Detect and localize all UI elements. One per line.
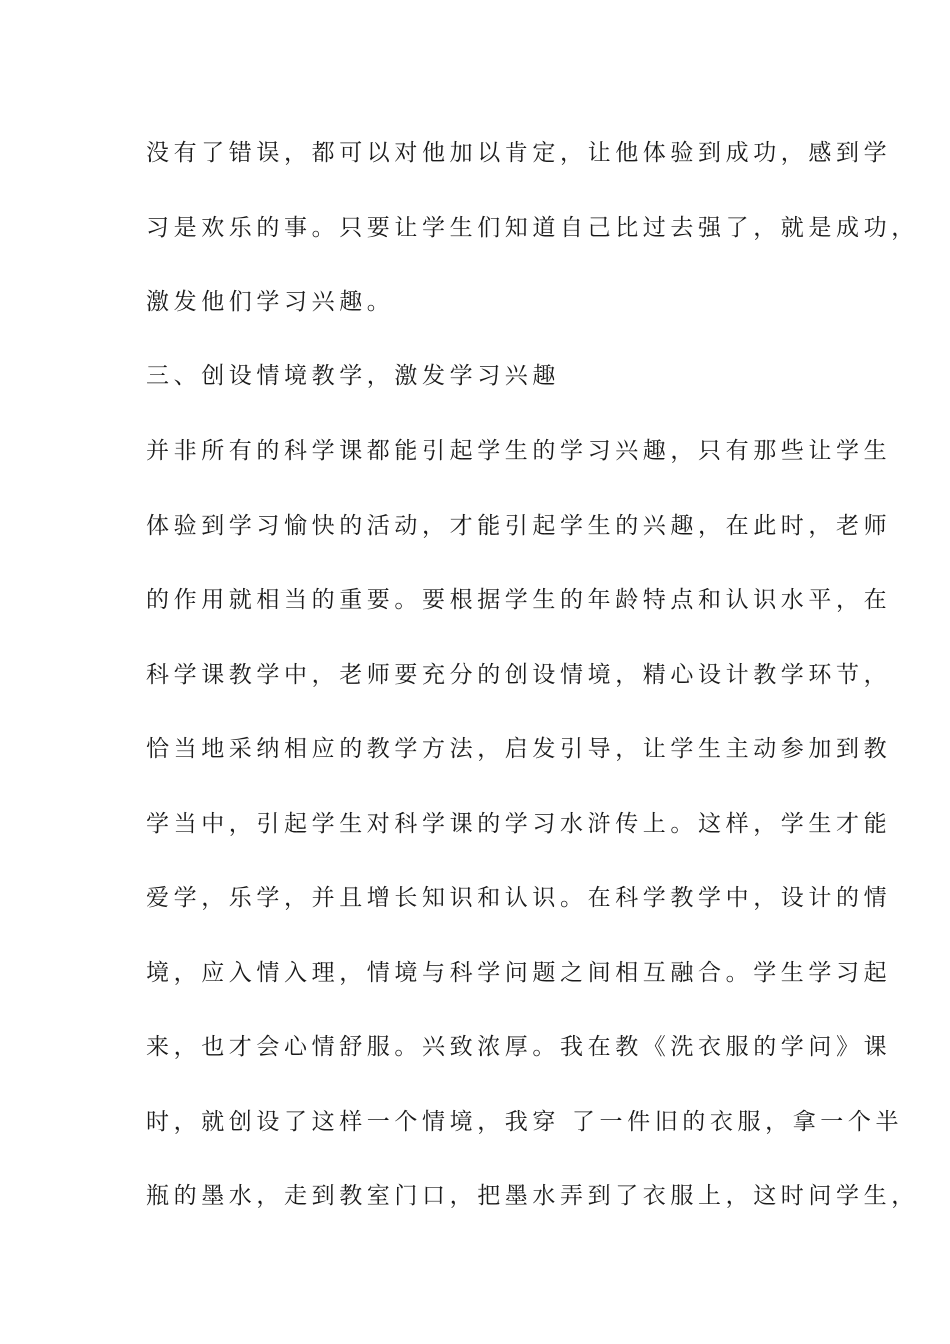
paragraph-line: 爱学，乐学，并且增长知识和认识。在科学教学中，设计的情 (146, 885, 892, 911)
paragraph-line: 科学课教学中，老师要充分的创设情境，精心设计教学环节， (146, 662, 892, 688)
paragraph-line: 没有了错误，都可以对他加以肯定，让他体验到成功，感到学 (146, 140, 892, 166)
paragraph-line: 激发他们学习兴趣。 (146, 289, 395, 315)
paragraph-line: 并非所有的科学课都能引起学生的学习兴趣，只有那些让学生 (146, 438, 892, 464)
paragraph-line: 的作用就相当的重要。要根据学生的年龄特点和认识水平，在 (146, 587, 892, 613)
paragraph-line: 来，也才会心情舒服。兴致浓厚。我在教《洗衣服的学问》课 (146, 1034, 892, 1060)
paragraph-line: 瓶的墨水，走到教室门口，把墨水弄到了衣服上，这时问学生， (146, 1183, 919, 1209)
paragraph-line: 境，应入情入理，情境与科学问题之间相互融合。学生学习起 (146, 960, 892, 986)
paragraph-line: 恰当地采纳相应的教学方法，启发引导，让学生主动参加到教 (146, 736, 892, 762)
paragraph-line: 体验到学习愉快的活动，才能引起学生的兴趣，在此时，老师 (146, 513, 892, 539)
section-heading: 三、创设情境教学，激发学习兴趣 (146, 363, 560, 389)
paragraph-line: 学当中，引起学生对科学课的学习水浒传上。这样，学生才能 (146, 811, 892, 837)
paragraph-line: 习是欢乐的事。只要让学生们知道自己比过去强了，就是成功， (146, 215, 919, 241)
paragraph-line: 时，就创设了这样一个情境，我穿 了一件旧的衣服，拿一个半 (146, 1109, 904, 1135)
